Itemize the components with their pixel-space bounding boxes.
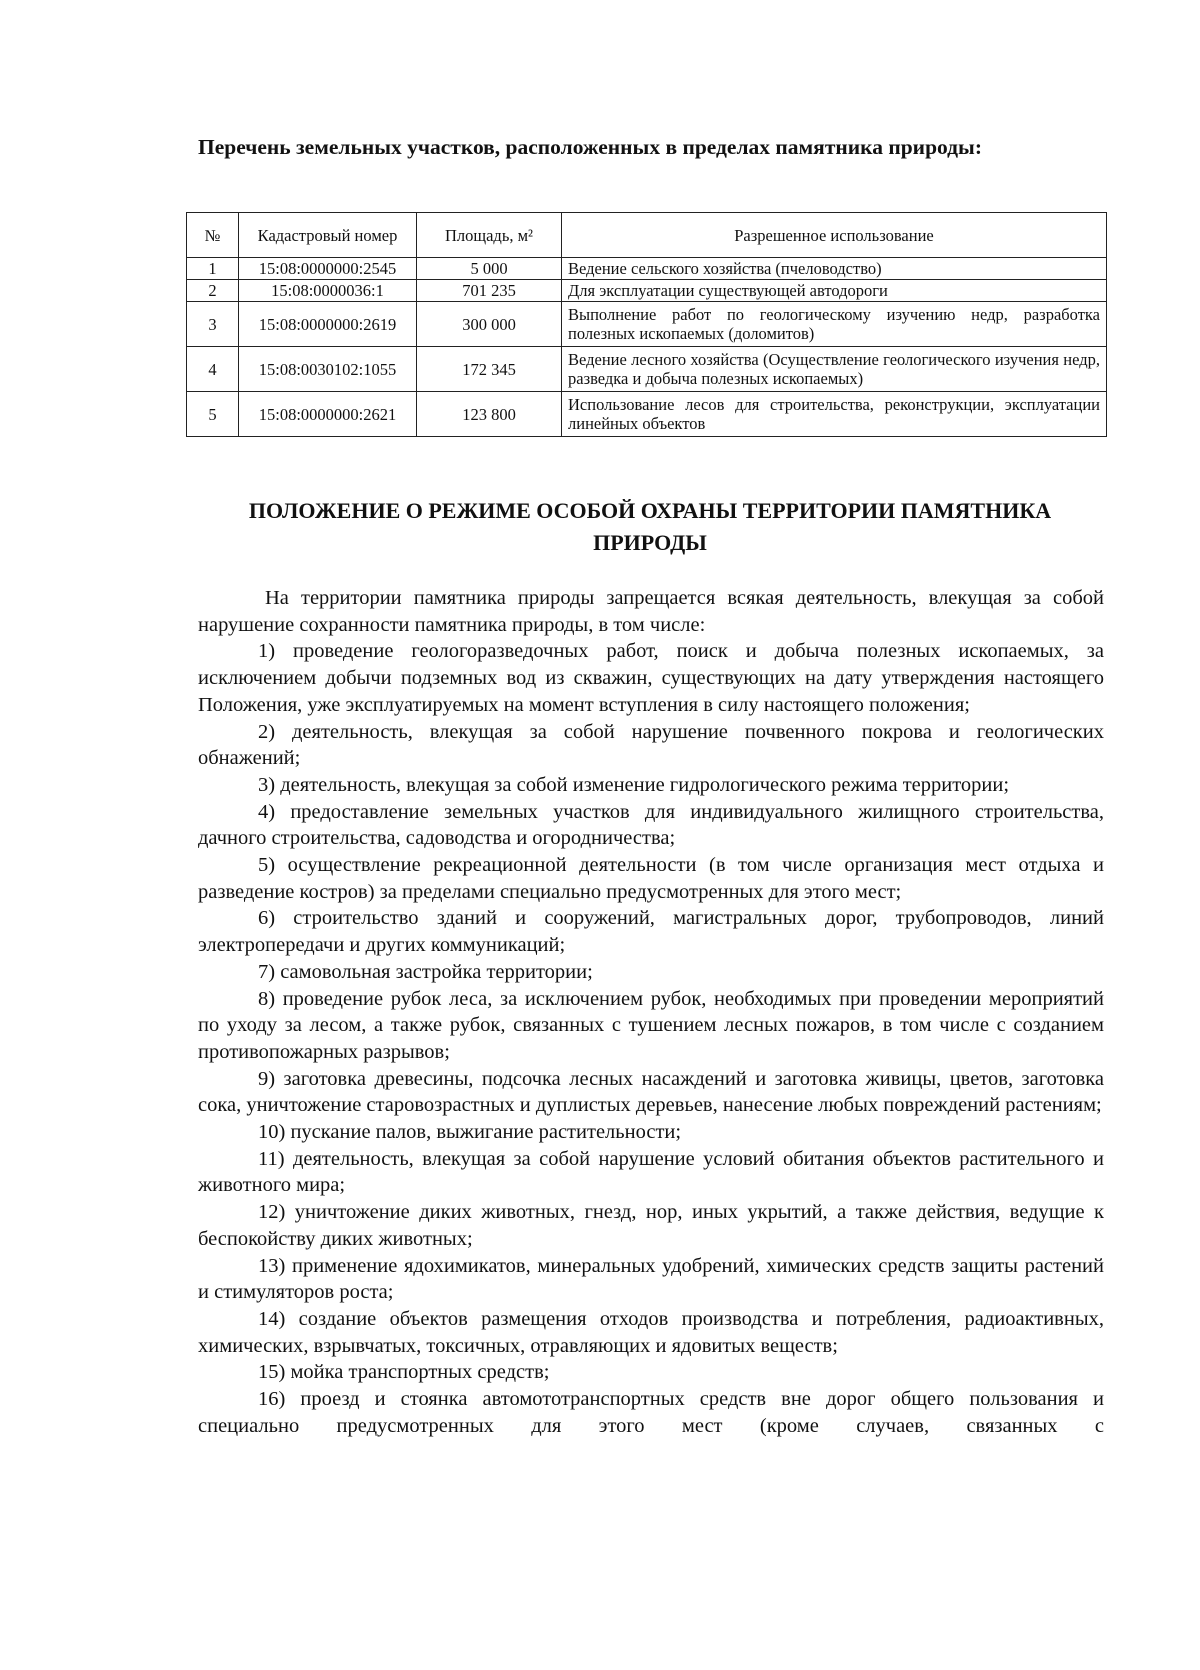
prohibition-item: 11) деятельность, влекущая за собой нарушение условий обитания объектов растительного и животного мира; bbox=[198, 1147, 1104, 1197]
prohibition-item: 9) заготовка древесины, подсочка лесных насаждений и заготовка живицы, цветов, заготовка сока, уничтожение старовозрастных и дуплистых деревьев, нанесение любых повреждений растениям; bbox=[198, 1067, 1104, 1117]
cell-area: 172 345 bbox=[417, 347, 562, 392]
table-header-row bbox=[187, 213, 1107, 258]
cell-cadastral: 15:08:0000036:1 bbox=[239, 280, 417, 302]
cell-usage: Ведение сельского хозяйства (пчеловодство) bbox=[562, 258, 1107, 280]
cell-cadastral: 15:08:0000000:2621 bbox=[239, 392, 417, 437]
header-num: № bbox=[187, 213, 239, 258]
table-row bbox=[187, 280, 1107, 302]
prohibition-item: 5) осуществление рекреационной деятельности (в том числе организация мест отдыха и разведение костров) за пределами специально предусмотренных для этого мест; bbox=[198, 854, 1104, 903]
cell-cadastral: 15:08:0000000:2545 bbox=[239, 258, 417, 280]
cell-area: 5 000 bbox=[417, 258, 562, 280]
prohibition-item: 1) проведение геологоразведочных работ, поиск и добыча полезных ископаемых, за исключением добычи подземных вод из скважин, существующих на дату утверждения настоящего Положения, уже эксплуатируемых на момент вступления в силу настоящего положения; bbox=[198, 640, 1104, 716]
prohibition-item: 14) создание объектов размещения отходов производства и потребления, радиоактивных, химических, взрывчатых, токсичных, отравляющих и ядовитых веществ; bbox=[198, 1307, 1104, 1357]
table-row bbox=[187, 258, 1107, 280]
cell-area: 123 800 bbox=[417, 392, 562, 437]
cell-usage: Выполнение работ по геологическому изучению недр, разработка полезных ископаемых (доломитов) bbox=[562, 302, 1107, 347]
cell-num: 2 bbox=[187, 280, 239, 302]
land-plots-table bbox=[186, 212, 1107, 437]
table-row bbox=[187, 347, 1107, 392]
cell-num: 3 bbox=[187, 302, 239, 347]
table-row bbox=[187, 392, 1107, 437]
cell-cadastral: 15:08:0030102:1055 bbox=[239, 347, 417, 392]
intro-paragraph: На территории памятника природы запрещается всякая деятельность, влекущая за собой нарушение сохранности памятника природы, в том числе: bbox=[198, 587, 1104, 636]
prohibition-item: 2) деятельность, влекущая за собой нарушение почвенного покрова и геологических обнажений; bbox=[198, 720, 1104, 770]
cell-num: 4 bbox=[187, 347, 239, 392]
prohibition-item: 4) предоставление земельных участков для индивидуального жилищного строительства, дачного строительства, садоводства и огородничества; bbox=[198, 800, 1104, 850]
header-usage: Разрешенное использование bbox=[562, 213, 1107, 258]
header-cadastral: Кадастровый номер bbox=[239, 213, 417, 258]
cell-usage: Использование лесов для строительства, реконструкции, эксплуатации линейных объектов bbox=[562, 392, 1107, 437]
cell-num: 1 bbox=[187, 258, 239, 280]
prohibition-item: 13) применение ядохимикатов, минеральных удобрений, химических средств защиты растений и стимуляторов роста; bbox=[198, 1254, 1104, 1304]
prohibition-item: 12) уничтожение диких животных, гнезд, нор, иных укрытий, а также действия, ведущие к беспокойству диких животных; bbox=[198, 1201, 1104, 1250]
regulation-body bbox=[198, 585, 1104, 1440]
cell-area: 300 000 bbox=[417, 302, 562, 347]
regulation-section-title: ПОЛОЖЕНИЕ О РЕЖИМЕ ОСОБОЙ ОХРАНЫ ТЕРРИТОРИИ ПАМЯТНИКА ПРИРОДЫ bbox=[248, 498, 1052, 555]
prohibition-item: 10) пускание палов, выжигание растительности; bbox=[258, 1121, 682, 1144]
table-row bbox=[187, 302, 1107, 347]
cell-usage: Ведение лесного хозяйства (Осуществление геологического изучения недр, разведка и добыча полезных ископаемых) bbox=[562, 347, 1107, 392]
prohibition-item: 8) проведение рубок леса, за исключением рубок, необходимых при проведении мероприятий по уходу за лесом, а также рубок, связанных с тушением лесных пожаров, в том числе с созданием противопожарных разрывов; bbox=[198, 987, 1104, 1063]
prohibition-item: 3) деятельность, влекущая за собой изменение гидрологического режима территории; bbox=[258, 773, 1010, 796]
cell-area: 701 235 bbox=[417, 280, 562, 302]
prohibition-item: 16) проезд и стоянка автомототранспортных средств вне дорог общего пользования и специально предусмотренных для этого мест (кроме случаев, связанных с bbox=[198, 1388, 1104, 1437]
cell-cadastral: 15:08:0000000:2619 bbox=[239, 302, 417, 347]
prohibition-item: 6) строительство зданий и сооружений, магистральных дорог, трубопроводов, линий электропередачи и других коммуникаций; bbox=[198, 907, 1104, 957]
cell-num: 5 bbox=[187, 392, 239, 437]
land-plots-list-title: Перечень земельных участков, расположенных в пределах памятника природы: bbox=[198, 135, 982, 159]
cell-usage: Для эксплуатации существующей автодороги bbox=[562, 280, 1107, 302]
prohibition-item: 7) самовольная застройка территории; bbox=[258, 960, 593, 983]
prohibition-item: 15) мойка транспортных средств; bbox=[258, 1361, 550, 1384]
header-area: Площадь, м² bbox=[417, 213, 562, 258]
